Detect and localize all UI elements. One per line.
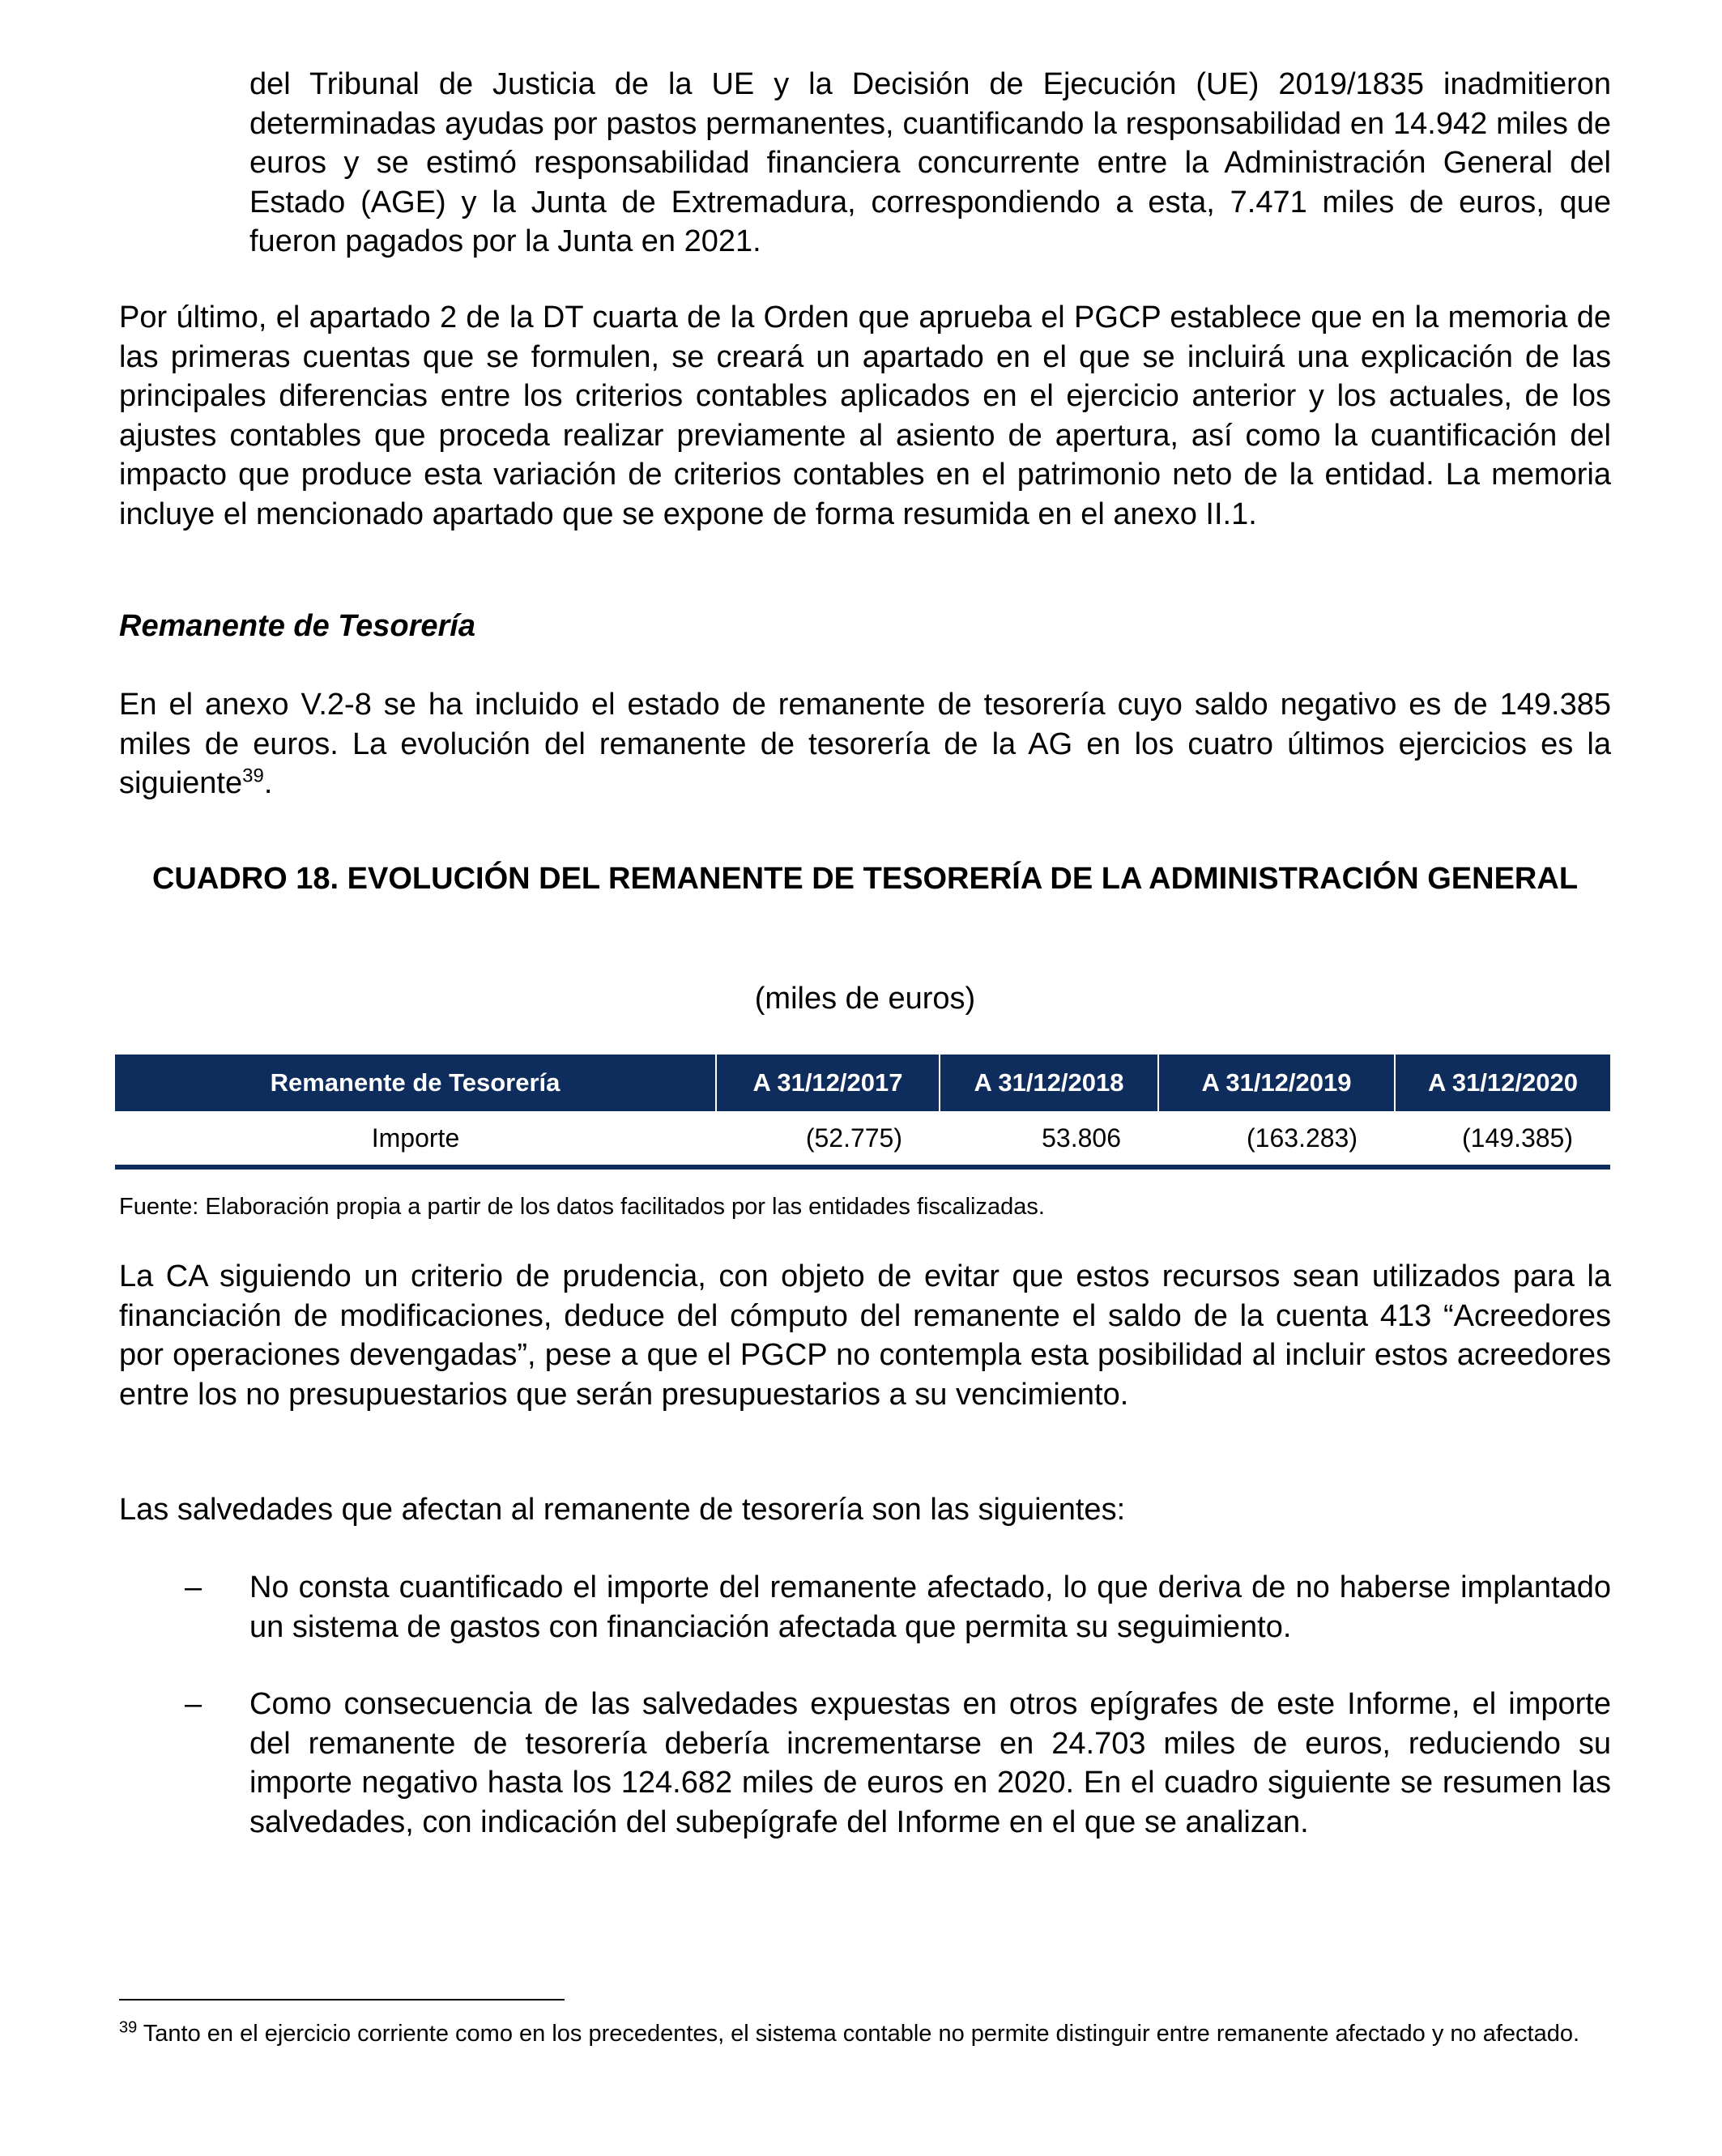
- anexo-end: .: [263, 766, 273, 800]
- bullet-marker: –: [185, 1570, 202, 1604]
- list-item: No consta cuantificado el importe del remanente afectado, lo que deriva de no haberse implantado un sistema de gastos con financiación afectada que permita su seguimiento.: [249, 1570, 1611, 1644]
- footnote-ref-39[interactable]: 39: [242, 765, 264, 787]
- anexo-paragraph: [119, 685, 1611, 803]
- table-unit: (miles de euros): [754, 982, 976, 1016]
- cell-importe-2019: (163.283): [1158, 1111, 1395, 1167]
- header-2018: A 31/12/2018: [940, 1055, 1158, 1111]
- footnote-text: Tanto en el ejercicio corriente como en los precedentes, el sistema contable no permite distinguir entre remanente afectado y no afectado.: [137, 2021, 1580, 2047]
- cell-importe-2018: 53.806: [940, 1111, 1158, 1167]
- header-remanente: Remanente de Tesorería: [115, 1055, 716, 1111]
- por-ultimo-paragraph: Por último, el apartado 2 de la DT cuarta de la Orden que aprueba el PGCP establece que en la memoria de las primeras cuentas que se formulen, se creará un apartado en el que se incluirá una explicación de las principales diferencias entre los criterios contables aplicados en el ejercicio anterior y los actuales, de los ajustes contables que proceda realizar previamente al asiento de apertura, así como la cuantificación del impacto que produce esta variación de criterios contables en el patrimonio neto de la entidad. La memoria incluye el mencionado apartado que se expone de forma resumida en el anexo II.1.: [119, 300, 1611, 531]
- table-header-row: [115, 1055, 1610, 1111]
- list-item: Como consecuencia de las salvedades expuestas en otros epígrafes de este Informe, el importe del remanente de tesorería debería incrementarse en 24.703 miles de euros, reduciendo su importe negativo hasta los 124.682 miles de euros en 2020. En el cuadro siguiente se resumen las salvedades, con indicación del subepígrafe del Informe en el que se analizan.: [249, 1687, 1611, 1839]
- section-heading: Remanente de Tesorería: [119, 609, 475, 643]
- cell-importe-2020: (149.385): [1395, 1111, 1610, 1167]
- bullet-marker: –: [185, 1687, 202, 1721]
- footnote-divider: [119, 1999, 565, 2000]
- cell-importe-2017: (52.775): [716, 1111, 940, 1167]
- remanente-table: [115, 1055, 1610, 1170]
- cell-importe-label: Importe: [115, 1111, 716, 1167]
- table-row: [115, 1111, 1610, 1167]
- table-title: CUADRO 18. EVOLUCIÓN DEL REMANENTE DE TESORERÍA DE LA ADMINISTRACIÓN GENERAL: [151, 862, 1579, 896]
- table-source: Fuente: Elaboración propia a partir de los datos facilitados por las entidades fiscalizadas.: [119, 1194, 1045, 1220]
- salvedades-intro: Las salvedades que afectan al remanente de tesorería son las siguientes:: [119, 1493, 1126, 1527]
- header-2020: A 31/12/2020: [1395, 1055, 1610, 1111]
- header-2017: A 31/12/2017: [716, 1055, 940, 1111]
- intro-indented-paragraph: del Tribunal de Justicia de la UE y la Decisión de Ejecución (UE) 2019/1835 inadmitieron determinadas ayudas por pastos permanentes, cuantificando la responsabilidad en 14.942 miles de euros y se estimó responsabilidad financiera concurrente entre la Administración General del Estado (AGE) y la Junta de Extremadura, correspondiendo a esta, 7.471 miles de euros, que fueron pagados por la Junta en 2021.: [249, 67, 1611, 258]
- anexo-text: En el anexo V.2-8 se ha incluido el estado de remanente de tesorería cuyo saldo negativo es de 149.385 miles de euros. La evolución del remanente de tesorería de la AG en los cuatro últimos ejercicios es la siguiente: [119, 688, 1611, 800]
- footnote-number: 39: [119, 2018, 138, 2037]
- header-2019: A 31/12/2019: [1158, 1055, 1395, 1111]
- footnote-39: [119, 2018, 1611, 2049]
- ca-prudencia-paragraph: La CA siguiendo un criterio de prudencia, con objeto de evitar que estos recursos sean utilizados para la financiación de modificaciones, deduce del cómputo del remanente el saldo de la cuenta 413 “Acreedores por operaciones devengadas”, pese a que el PGCP no contempla esta posibilidad al incluir estos acreedores entre los no presupuestarios que serán presupuestarios a su vencimiento.: [119, 1259, 1611, 1412]
